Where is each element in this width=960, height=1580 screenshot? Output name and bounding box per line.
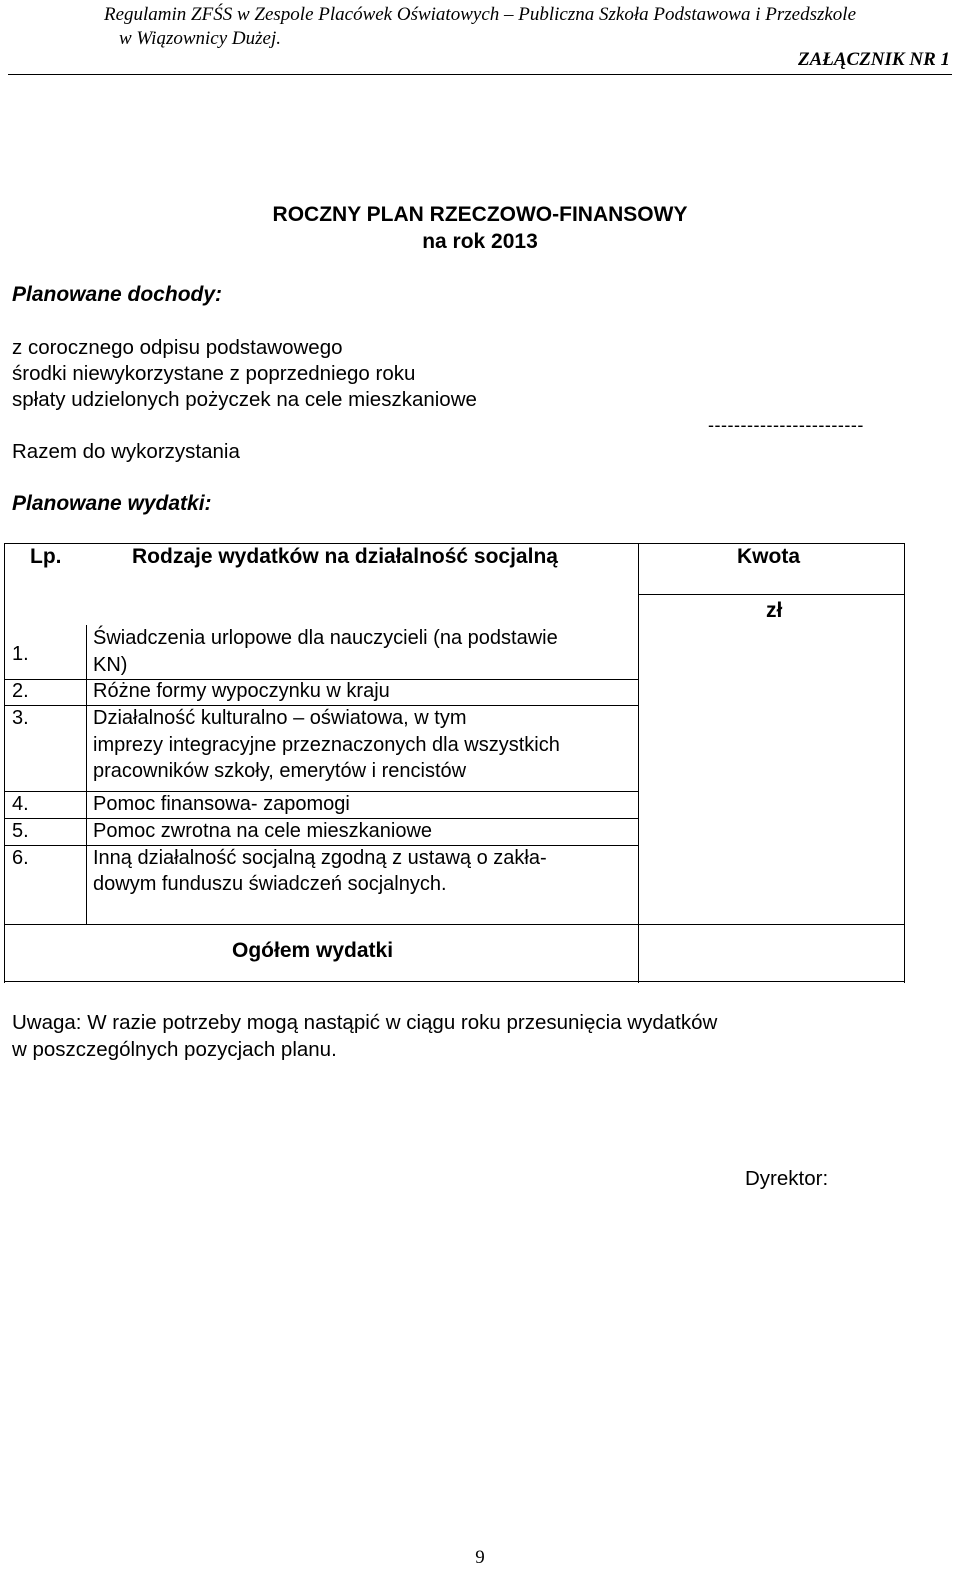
header-divider <box>8 74 952 75</box>
table-border-left <box>4 543 5 983</box>
table-border-bottom <box>4 981 905 982</box>
document-header-line2: w Wiązownicy Dużej. <box>118 28 282 49</box>
table-border-top <box>4 543 905 544</box>
row-text: KN) <box>93 654 128 676</box>
table-column-divider <box>638 543 639 983</box>
row-number: 1. <box>12 643 29 665</box>
total-placeholder-dashes: ------------------------ <box>708 415 864 435</box>
document-header-line1: Regulamin ZFŚS w Zespole Placówek Oświatowych – Publiczna Szkoła Podstawowa i Przedszkole <box>103 4 857 25</box>
row-text: Pomoc finansowa- zapomogi <box>93 793 350 815</box>
row-text: Świadczenia urlopowe dla nauczycieli (na podstawie <box>93 627 558 649</box>
header-lp: Lp. <box>30 545 62 568</box>
table-border-right <box>904 543 905 983</box>
row-text: Działalność kulturalno – oświatowa, w tym <box>93 707 467 729</box>
note <box>12 1009 872 1063</box>
table-header-divider <box>638 594 905 595</box>
row-number: 4. <box>12 793 29 815</box>
lp-column-divider <box>86 625 87 925</box>
note-line: Uwaga: W razie potrzeby mogą nastąpić w ciągu roku przesunięcia wydatków <box>12 1011 718 1034</box>
expenses-heading: Planowane wydatki: <box>12 492 212 515</box>
table-total-divider <box>4 924 905 925</box>
header-expense-type: Rodzaje wydatków na działalność socjalną <box>132 545 558 568</box>
income-heading: Planowane dochody: <box>12 283 223 306</box>
row-number: 5. <box>12 820 29 842</box>
income-item: spłaty udzielonych pożyczek na cele mieszkaniowe <box>12 388 477 411</box>
income-total-label: Razem do wykorzystania <box>12 440 240 463</box>
income-item: z corocznego odpisu podstawowego <box>12 336 343 359</box>
income-item: środki niewykorzystane z poprzedniego roku <box>12 362 416 385</box>
page-number: 9 <box>475 1547 485 1568</box>
director-signature-label: Dyrektor: <box>745 1167 829 1190</box>
plan-title: ROCZNY PLAN RZECZOWO-FINANSOWY <box>272 203 688 226</box>
row-text: imprezy integracyjne przeznaczonych dla wszystkich <box>93 734 560 756</box>
row-number: 2. <box>12 680 29 702</box>
row-text: pracowników szkoły, emerytów i rencistów <box>93 760 467 782</box>
row-number: 3. <box>12 707 29 729</box>
note-line: w poszczególnych pozycjach planu. <box>12 1038 337 1061</box>
header-amount: Kwota <box>737 545 800 568</box>
row-text: Różne formy wypoczynku w kraju <box>93 680 390 702</box>
expenses-table <box>4 543 906 983</box>
total-expenses-label: Ogółem wydatki <box>232 939 394 962</box>
header-currency-unit: zł <box>766 599 783 622</box>
row-number: 6. <box>12 847 29 869</box>
annex-label: ZAŁĄCZNIK NR 1 <box>797 49 950 70</box>
row-text: dowym funduszu świadczeń socjalnych. <box>93 873 447 895</box>
row-text: Pomoc zwrotna na cele mieszkaniowe <box>93 820 433 842</box>
plan-year: na rok 2013 <box>422 230 538 253</box>
row-text: Inną działalność socjalną zgodną z ustawą o zakła- <box>93 847 547 869</box>
